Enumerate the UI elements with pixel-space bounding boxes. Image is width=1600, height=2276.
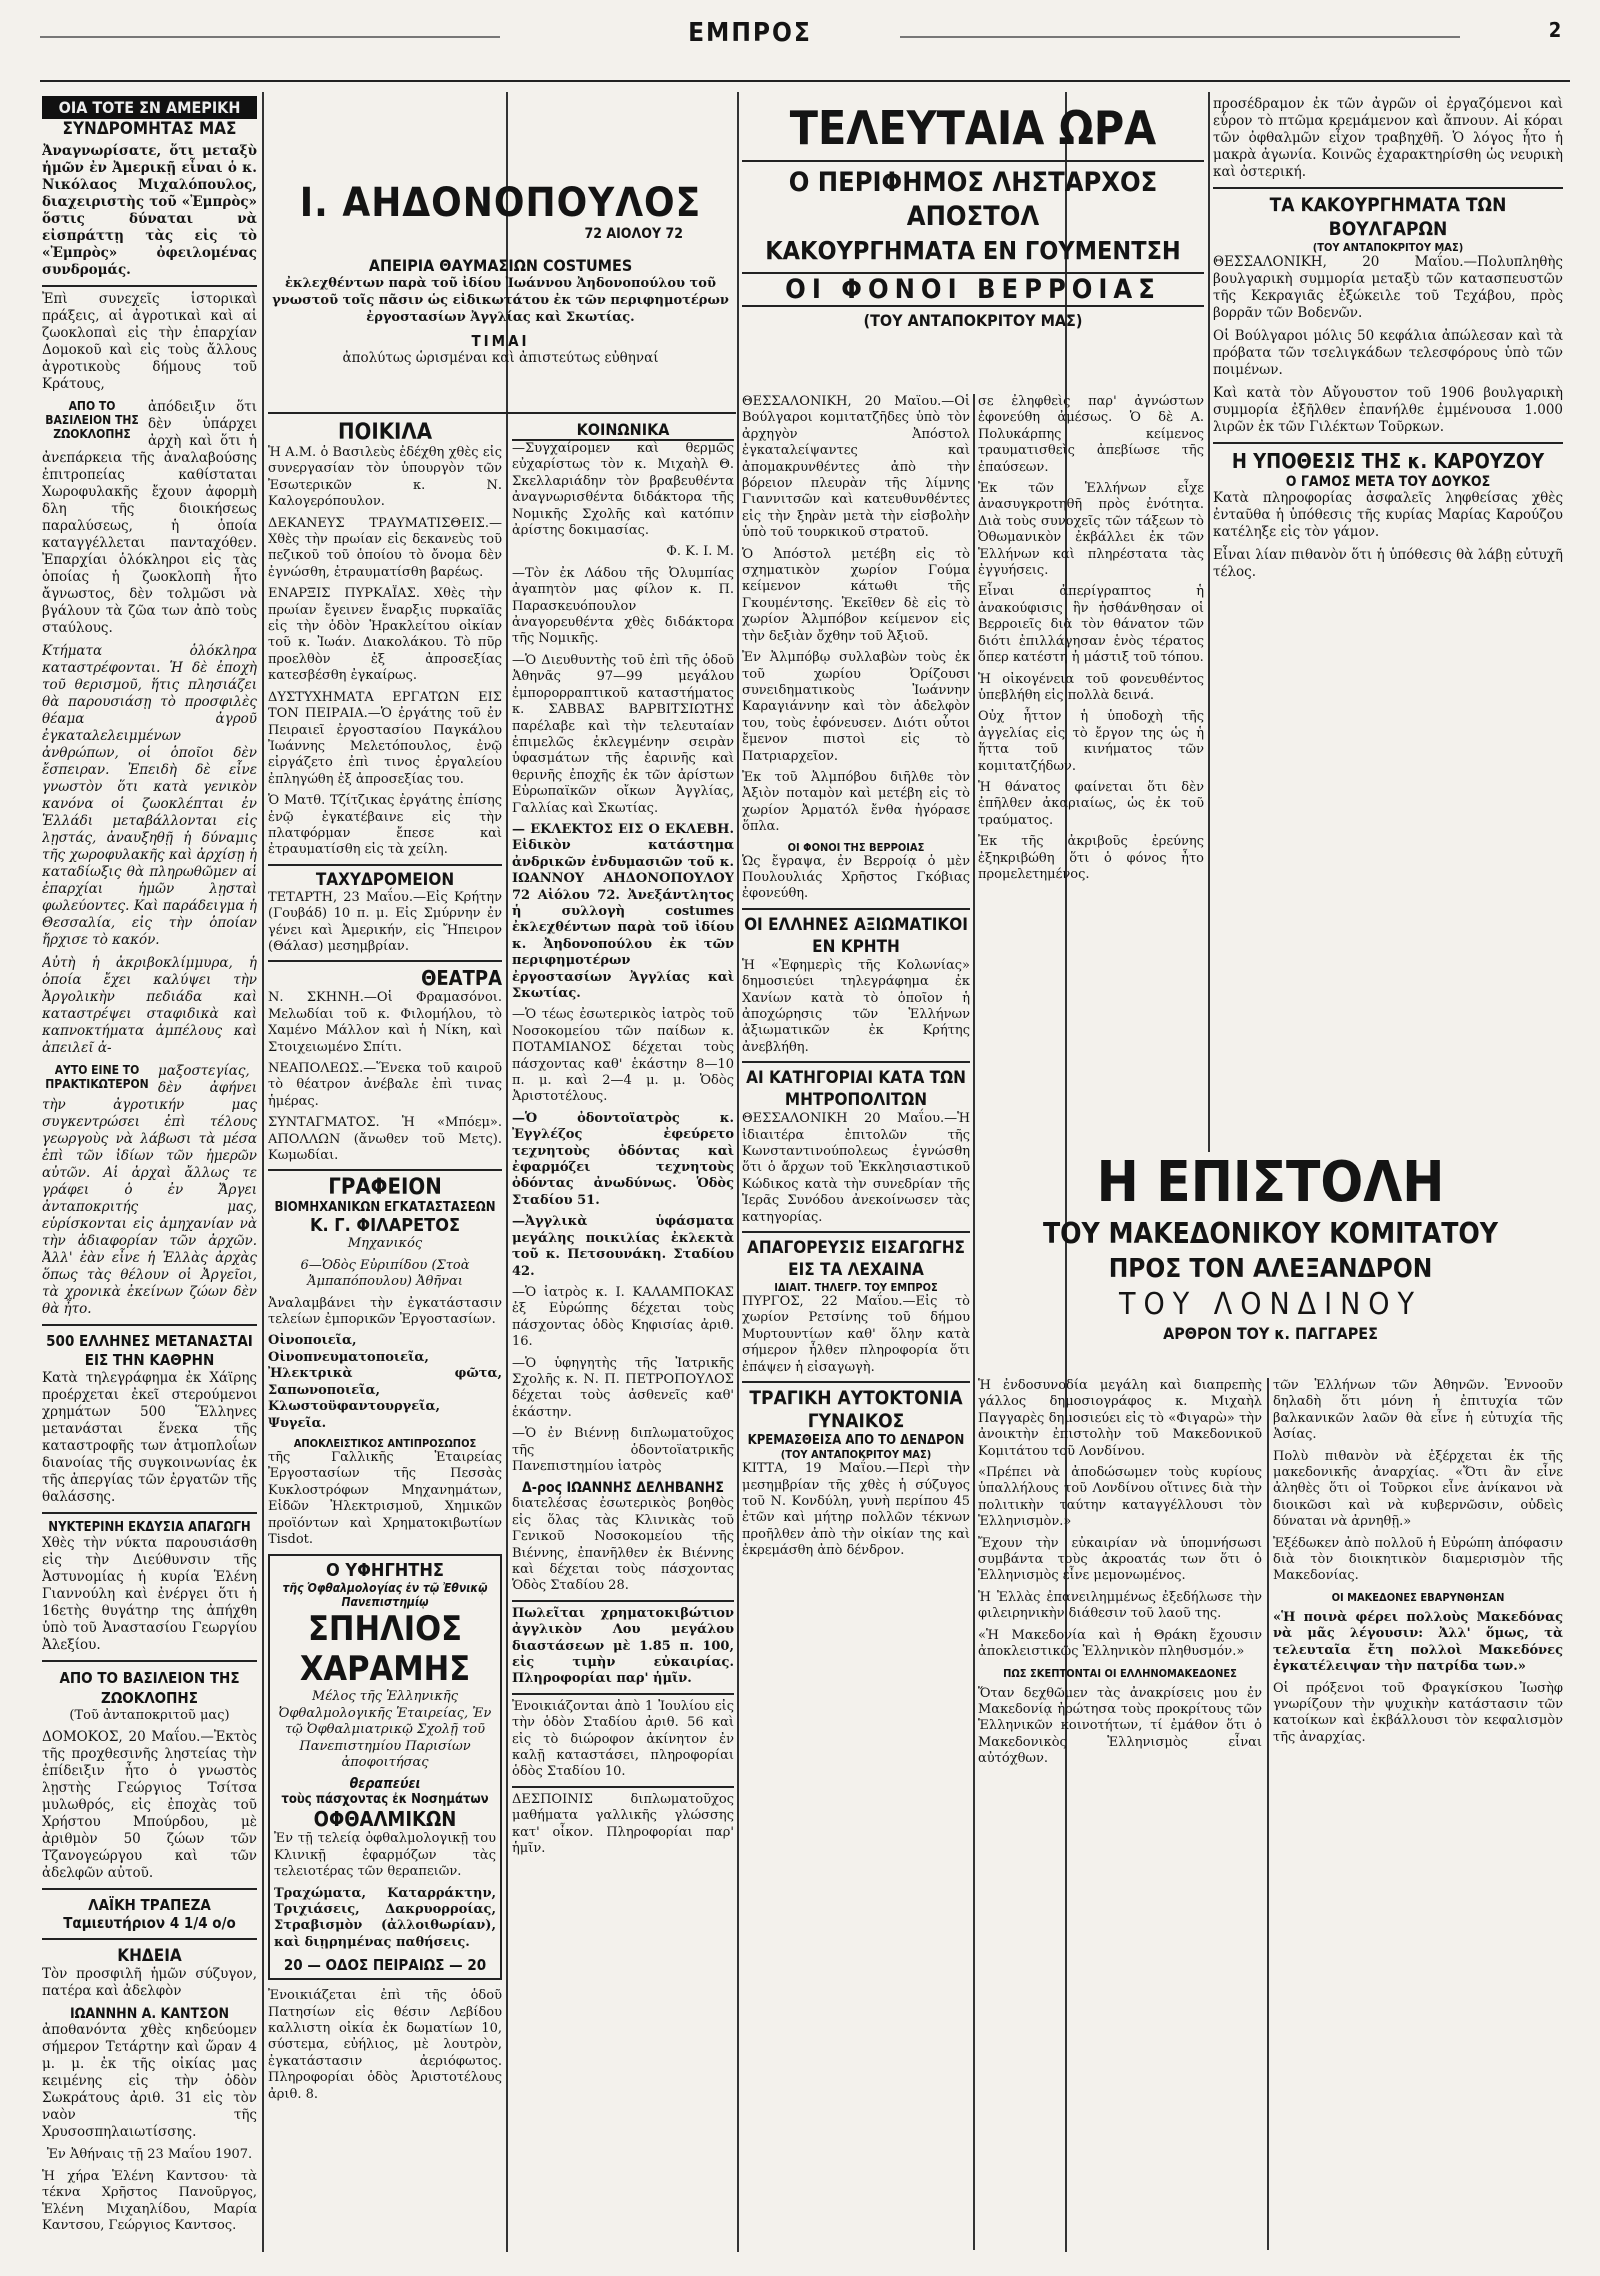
col-rule-4b [973,394,975,2250]
column-6 [1213,96,1563,1146]
article-paragraph: Οἱ πρόξενοι τοῦ Φραγκίσκου Ἰωσὴφ γνωρίζουν τὴν ψυχικὴν κατάστασιν τῶν κατοίκων καὶ ἐκβάλλουσι τὸν κεφαλισμὸν τῆς ἀναρχίας. [1273,1680,1563,1745]
article-paragraph: Οὐχ ἧττον ἡ ὑποδοχὴ τῆς ἀγγελίας εἰς τὸ ἔργον της ὡς ἡ ἥττα τοῦ κινήματος τῶν κομιτατζήδων. [978,709,1204,774]
article-paragraph: Ὁ Ἀπόστολ μετέβη εἰς τὸ σχηματικὸν χωρίον Γούμα κείμενον κάτωθι τῆς Γκουμέντσης. Ἐκεῖθεν δὲ εἰς τὸ χωρίον Ἀλμπόβον κείμενον εἰς τὴν δεξιὰν ὄχθην τοῦ Ἀξιοῦ. [742,546,970,644]
subheadline: ΟΙ ΦΟΝΟΙ ΤΗΣ ΒΕΡΡΟΙΑΣ [787,840,925,854]
main-headline: Ο ΠΕΡΙΦΗΜΟΣ ΛΗΣΤΑΡΧΟΣ ΑΠΟΣΤΟΛ [788,167,1158,232]
epistoli-header [978,1150,1563,1370]
article-paragraph: Ἀναγνωρίσατε, ὅτι μεταξὺ ἡμῶν ἐν Ἀμερικῇ εἶναι ὁ κ. Νικόλαος Μιχαλόπουλος, διαχειριστὴς τοῦ «Ἐμπρὸς» ὅστις δύναται νὰ εἰσπράττῃ τὰς εἰς τὸ «Ἐμπρὸς» ὀφειλομένας συνδρομάς. [42,143,257,278]
subheadline: (ΤΟΥ ΑΝΤΑΠΟΚΡΙΤΟΥ ΜΑΣ) [1312,241,1464,254]
section-headline: ΤΑΧΥΔΡΟΜΕΙΟΝ [315,869,455,890]
column-2-body [268,420,502,2250]
ad-text: Ταμιευτήριον 4 1/4 ο/ο [63,1914,236,1933]
subheadline: Ο ΓΑΜΟΣ ΜΕΤΑ ΤΟΥ ΔΟΥΚΟΣ [1285,474,1491,490]
subheadline: (ΤΟΥ ΑΝΤΑΠΟΚΡΙΤΟΥ ΜΑΣ) [780,1448,932,1462]
ad-text: θεραπεύει [349,1776,421,1793]
article-paragraph: προσέδραμον ἐκ τῶν ἀγρῶν οἱ ἐργαζόμενοι καὶ εὗρον τὸ πτῶμα κρεμάμενον καὶ ἄπνουν. Αἱ κόραι τῶν ὀφθαλμῶν εἶχον τραβηχθῆ. Ὁ λόγος ἦτο ἡ μακρὰ ἀγωνία. Κοινῶς ἐχαρακτηρίσθη ὡς νευρικὴ καὶ ὀστερική. [1213,96,1563,180]
section-headline: ΟΙ ΜΑΚΕΔΟΝΕΣ ΕΒΑΡΥΝΘΗΣΑΝ [1331,1590,1505,1604]
section-headline: ΑΠΑΓΟΡΕΥΣΙΣ ΕΙΣΑΓΩΓΗΣ ΕΙΣ ΤΑ ΛΕΧΑΙΝΑ [746,1238,966,1281]
section-headline: ΠΟΙΚΙΛΑ [337,420,433,445]
ad-text: ΔΕΣΠΟΙΝΙΣ διπλωματοῦχος μαθήματα γαλλικῆς γλώσσης κατ' οἶκον. Πληροφορίαι παρ' ἡμῖν. [512,1791,734,1857]
column-4 [742,394,970,2250]
ad-rule [268,412,736,414]
ad-text: τῆς Ὀφθαλμολογίας ἐν τῷ Ἐθνικῷ Πανεπιστημίῳ [282,1581,488,1610]
article-paragraph: Καὶ κατὰ τὸν Αὔγουστον τοῦ 1906 βουλγαρικὴ συμμορία ἐξῆλθεν ἐπανήλθε ἐμμένουσα 1.000 λιρῶν ἐκ τῶν Γιλέκτων Τοῦρκων. [1213,385,1563,435]
ad-text: Ἀναλαμβάνει τὴν ἐγκατάστασιν τελείων ἐμπορικῶν Ἐργοστασίων. [268,1295,502,1328]
article-paragraph: —Ὁ ὀδοντοϊατρὸς κ. Ἐγγλέζος ἐφεύρετο τεχνητοὺς ὀδόντας καὶ ἐφαρμόζει τεχνητοὺς ὀδόντας ἀνωδύνως. Ὁδὸς Σταδίου 51. [512,1110,734,1208]
article-paragraph: ΘΕΣΣΑΛΟΝΙΚΗ, 20 Μαΐου.—Πολυπληθὴς βουλγαρικὴ συμμορία μεταξὺ τῶν κατασπευστῶν τῆς Κεκραγιᾶς ἐξώκειλε τοῦ Τεχάβου, πρὸς βορρᾶν τῶν Βοδενῶν. [1213,254,1563,321]
headline: ΟΙΑ ΤΟΤΕ ΣΝ ΑΜΕΡΙΚΗ [42,96,257,119]
notice-paragraph: Τὸν προσφιλῆ ἡμῶν σύζυγον, πατέρα καὶ ἀδελφὸν [42,1966,257,2000]
article-paragraph: Ἡ θάνατος φαίνεται ὅτι δὲν ἐπῆλθεν ἀκαριαίως, ὡς ἐκ τοῦ τραύματος. [978,779,1204,828]
section-headline: ΑΙ ΚΑΤΗΓΟΡΙΑΙ ΚΑΤΑ ΤΩΝ ΜΗΤΡΟΠΟΛΙΤΩΝ [746,1068,966,1111]
column-5 [978,394,1204,1134]
ad-address: 72 ΑΙΟΛΟΥ 72 [584,226,683,242]
headline: ΝΥΚΤΕΡΙΝΗ ΕΚΔΥΣΙΑ ΑΠΑΓΩΓΗ [48,1520,251,1535]
subheadline: ΚΡΕΜΑΣΘΕΙΣΑ ΑΠΟ ΤΟ ΔΕΝΔΡΟΝ [747,1433,965,1449]
subheadline: ΙΔΙΑΙΤ. ΤΗΛΕΓΡ. ΤΟΥ ΕΜΠΡΟΣ [774,1281,938,1295]
subheadline: ΤΟΥ ΛΟΝΔΙΝΟΥ [1119,1287,1422,1322]
article-paragraph: Πολὺ πιθανὸν νὰ ἐξέρχεται ἐκ τῆς μακεδονικῆς ἀναρχίας. «Ὅτι ἂν εἶνε ἀληθὲς ὅτι οἱ Τοῦρκοι εἶνε ἀνίκανοι νὰ διοικῶσι καὶ νὰ κυβερνῶσιν, οὐδεὶς δύναται νὰ ἀρνηθῇ.» [1273,1448,1563,1530]
notice-date: Ἐν Ἀθήναις τῇ 23 Μαΐου 1907. [46,2147,253,2163]
article-paragraph: Ἐκ τῶν Ἑλλήνων εἶχε ἀνασυγκροτηθῆ πρὸς ἐνότητα. Διὰ τοὺς συνοχεῖς τῶν τάξεων τὸ Ὀθωμανικὸν ἐκβάλλει ἐκ τῶν Ἑλλήνων καὶ πληρέστατα τὰς ἐγγυήσεις. [978,481,1204,579]
article-paragraph: Ἡ ἐνδοσυνοδία μεγάλη καὶ διαπρεπὴς γάλλος δημοσιογράφος κ. Μιχαὴλ Παγγαρὲς δημοσιεύει εἰς τὸ «Φιγαρὼ» τὴν ἀνοικτὴν ἐπιστολὴν τοῦ Μακεδονικοῦ Κομιτάτου τοῦ Λονδίνου. [978,1378,1262,1459]
section-headline: Η ΥΠΟΘΕΣΙΣ ΤΗΣ κ. ΚΑΡΟΥΖΟΥ [1231,449,1545,473]
headline: ΑΠΟ ΤΟ ΒΑΣΙΛΕΙΟΝ ΤΗΣ ΖΩΟΚΛΟΠΗΣ [59,1669,240,1707]
ad-text: 6—Ὁδὸς Εὐριπίδου (Στοὰ Ἀμπαπόπουλου) Ἀθῆναι [300,1257,470,1290]
article-paragraph: Εἶναι ἀπερίγραπτος ἡ ἀνακούφισις ἣν ἠσθάνθησαν οἱ Βερροιεῖς διὰ τὸν θάνατον τῶν διότι ἐπιλλάγησαν ἑνὸς τέρατος ὅπερ κατέστη ἡ μάστιξ τοῦ τόπου. [978,584,1204,666]
main-headline: ΤΕΛΕΥΤΑΙΑ ΩΡΑ [789,101,1157,155]
masthead-ornament-right [900,36,1460,38]
signature: Φ. Κ. Ι. Μ. [666,544,734,560]
article-paragraph: ΔΕΚΑΝΕΥΣ ΤΡΑΥΜΑΤΙΣΘΕΙΣ.—Χθὲς τὴν πρωίαν εἰς δεκανεὺς τοῦ πεζικοῦ τοῦ ὁποίου τὸ ὄνομα δὲν ἐγνώσθη, ἐτραυματίσθη βαρέως. [268,515,502,580]
col-rule-1 [262,92,264,2252]
ad-name: Ι. ΑΗΔΟΝΟΠΟΥΛΟΣ [299,180,702,226]
page-number: 2 [1548,18,1562,42]
ad-headline: ΧΑΡΑΜΗΣ [299,1649,471,1690]
column-5b [978,1378,1262,2250]
article-paragraph: σε ἐληφθεὶς παρ' ἀγνώστων ἐφονεύθη ἀμέσως. Ὁ δὲ Α. Πολυκάρπης κείμενος τραυματισθεὶς ἀπεβίωσε τῆς ἐπαύσεων. [978,394,1204,475]
col-rule-2 [506,92,508,2252]
masthead-ornament-left [40,36,500,38]
headline: ΑΥΤΟ ΕΙΝΕ ΤΟ ΠΡΑΚΤΙΚΩΤΕΡΟΝ [45,1063,149,1091]
notice-paragraph: Ἡ χήρα Ἑλένη Καντσου· τὰ τέκνα Χρῆστος Πανοῦργος, Ἑλένη Μιχαηλίδου, Μαρία Καντσου, Γεώργιος Καντσος. [42,2168,257,2234]
col-rule-6 [1267,1378,1269,2250]
ad-headline: ΓΡΑΦΕΙΟΝ [328,1175,442,1201]
article-paragraph: Κατὰ πληροφορίας ἀσφαλεῖς ληφθείσας χθὲς ἐνταῦθα ἡ ὑπόθεσις τῆς κυρίας Μαρίας Καρούζου κατέληξε εἰς τὸν γάμον. [1213,490,1563,540]
article-paragraph: μαξοστεγίας, δὲν ἀφήνει τὴν ἀγροτικήν μας συγκεντρώσει ἐπὶ τέλους γεωργοὺς νὰ λάβωσι τὰ μέσα ἐπὶ τῶν ἰδίων τῶν ἡμερῶν αὐτῶν. Αἱ ἀρχαὶ ἄλλως τε γράφει ὁ ἐν Ἄργει ἀνταποκριτής μας, εὑρίσκονται εἰς ἀμηχανίαν νὰ τὴν ἀδιαφορίαν τῶν ἀρχῶν. Ἀλλ' ἐὰν εἶνε ἡ Ἑλλὰς ἀρχὰς ὅπως τὰς θέλουν οἱ Ἀργεῖοι, τὰ χρονικὰ ἐκείνων ζώων δὲν θὰ ἦτο. [42,1063,257,1317]
ad-text: ἐκλεχθέντων παρὰ τοῦ ἰδίου Ἰωάννου Ἀηδονοπούλου τοῦ γνωστοῦ τοῖς πᾶσιν ὡς εἰδικωτάτου ἐκ τῶν περιφημοτέρων ἐργοστασίων Ἀγγλίας καὶ Σκωτίας. [272,276,729,325]
headline: 500 ΕΛΛΗΝΕΣ ΜΕΤΑΝΑΣΤΑΙ ΕΙΣ ΤΗΝ ΚΑΘΡΗΝ [46,1332,253,1369]
article-paragraph: Οἱ Βούλγαροι μόλις 50 κεφάλια ἀπώλεσαν καὶ τὰ πρόβατα τῶν τσελιγκάδων τελεσφόρους ὑπὸ τῶν ποιμένων. [1213,328,1563,378]
article-paragraph: ΘΕΣΣΑΛΟΝΙΚΗ 20 Μαΐου.—Ἡ ἰδιαιτέρα ἐπιτολῶν τῆς Κωνσταντινούπολεως ἐγνώσθη ὅτι ὁ ἄρχων τοῦ Ἐκκλησιαστικοῦ Κώδικος κατὰ τὴν συνεδρίαν τῆς Ἱερᾶς Συνόδου ἀνεκοίνωσεν τὰς κατηγορίας. [742,1111,970,1225]
subheadline: ΑΡΘΡΟΝ ΤΟΥ κ. ΠΑΓΓΑΡΕΣ [1163,1324,1378,1343]
advertisement-aidonopoulos [268,180,733,410]
article-paragraph: Ἡ Ἑλλὰς ἐπανειλημμένως ἐξεδήλωσε τὴν φιλειρηνικὴν διάθεσιν τοῦ λαοῦ της. [978,1589,1262,1622]
ad-text: Πωλεῖται χρηματοκιβώτιον ἀγγλικὸν Λου μεγάλου διαστάσεων μὲ 1.85 π. 100, εἰς τιμὴν εὐκαιρίας. Πληροφορίαι παρ' ἡμῖν. [512,1605,734,1687]
article-paragraph: ΘΕΣΣΑΛΟΝΙΚΗ, 20 Μαΐου.—Οἱ Βούλγαροι κομιτατζῆδες ὑπὸ τὸν ἀρχηγὸν Ἀπόστολ ἐγκαταλείψαντες καὶ ἀπομακρυνθέντες ἀπὸ τὴν βόρειον πλευρὰν τῆς λίμνης Γιαννιτσῶν καὶ κατευθυνθέντες εἰς τὴν ξηρὰν μετὰ τὴν εἰσβολὴν ὑπὸ τοῦ τουρκικοῦ στρατοῦ. [742,394,970,541]
headline-block [742,100,1204,390]
article-paragraph: Ν. ΣΚΗΝΗ.—Οἱ Φραμασόνοι. Μελωδίαι τοῦ κ. Φιλομήλου, τὸ Χαμένο Μάλλον καὶ ἡ Νίκη, καὶ Στοιχειωμένο Σπίτι. [268,990,502,1055]
ad-headline: ΣΠΗΛΙΟΣ [307,1609,463,1650]
article-paragraph: ΚΙΤΤΑ, 19 Μαΐου.—Περὶ τὴν μεσημβρίαν τῆς χθὲς ἡ σύζυγος τοῦ Ν. Κονδύλη, γυνὴ περίπου 45 ἐτῶν καὶ μήτηρ πολλῶν τέκνων προῆλθεν ἀπὸ τὴν οἰκίαν της καὶ ἐκρεμάσθη ἀπὸ δένδρον. [742,1461,970,1559]
subheadline: ΚΑΚΟΥΡΓΗΜΑΤΑ ΕΝ ΓΟΥΜΕΝΤΣΗ [765,236,1181,265]
article-paragraph: Κτήματα ὁλόκληρα καταστρέφονται. Ἡ δὲ ἐποχὴ τοῦ θερισμοῦ, ἥτις πλησιάζει θὰ παρουσιάσῃ τὸ προσφιλὲς θέαμα ἀγροῦ ἐγκαταλελειμμένων ἀνθρώπων, οἱ ὁποῖοι δὲν ἔσπειραν. Ἐπειδὴ δὲ εἶνε γνωστὸν ὅτι κατὰ γενικὸν κανόνα οἱ ζωοκλέπται ἐν Ἑλλάδι μεταβάλλονται εἰς λῃστάς, ἀναυξηθῇ ἡ δύναμις τῆς χωροφυλακῆς καὶ ἀρχίσῃ ἡ καταδίωξις θὰ πληρωθῶμεν αἱ ἐπαρχίαι ἡμῶν λῃσταὶ φωλεύοντες. Καὶ παράδειγμα ἡ Θεσσαλία, εἰς τὴν ὁποίαν ἤρχισε τὸ κακόν. [42,643,257,948]
ad-text: Ἐνοικιάζεται ἐπὶ τῆς ὁδοῦ Πατησίων εἰς θέσιν Λεβίδου καλλιστη οἰκία ἐκ δωματίων 10, σύστεμα, εὐήλιος, μὲ λουτρὸν, ἐγκατάστασιν ἀεριόφωτος. Πληροφορίαι ὁδὸς Ἀριστοτέλους ἀριθ. 8. [268,1988,502,2102]
article-paragraph: Ἔχουν τὴν εὐκαιρίαν νὰ ὑπομνήσωσι συμβάντα τοὺς ἀκροατάς των ὅτι ὁ Ἑλληνισμὸς εἶνε μεμονωμένος. [978,1535,1262,1584]
ad-text: τοὺς πάσχοντας ἐκ Νοσημάτων [281,1792,489,1808]
article-paragraph: διατελέσας ἐσωτερικὸς βοηθὸς εἰς ὅλας τὰς Κλινικὰς τοῦ Γενικοῦ Νοσοκομείου τῆς Βιέννης, ἐπανῆλθεν ἐκ Βιέννης καὶ δέχεται τοὺς πάσχοντας Ὁδὸς Σταδίου 28. [512,1496,734,1594]
article-paragraph: Ἡ «Ἐφημερὶς τῆς Κολωνίας» δημοσιεύει τηλεγράφημα ἐκ Χανίων κατὰ τὸ ὁποῖον ἡ ἀποχώρησις τῶν Ἑλλήνων ἀξιωματικῶν ἐκ Κρήτης ἀνεβλήθη. [742,957,970,1055]
col-rule-3 [737,92,739,2252]
section-headline: ΟΙ ΕΛΛΗΝΕΣ ΑΞΙΩΜΑΤΙΚΟΙ ΕΝ ΚΡΗΤΗ [744,914,968,957]
ad-headline: Ο ΥΦΗΓΗΤΗΣ [326,1560,444,1582]
article-paragraph: Ἐν Ἀλμπόβῳ συλλαβὼν τοὺς ἐκ τοῦ χωρίου Ὀρίζουσι συνειδηματικοὺς Ἰωάννην Καραγιάννην καὶ τὸν ἀδελφὸν του, τοὺς ἐφόνευσεν. Διότι οὗτοι ἔμενον πιστοὶ εἰς τὸ Πατριαρχεῖον. [742,650,970,764]
ad-text: Μηχανικός [347,1236,423,1252]
masthead-rule [40,80,1570,82]
article-paragraph: —Τὸν ἐκ Λάδου τῆς Ὀλυμπίας ἀγαπητὸν μας φίλον κ. Π. Παρασκευόπουλον ἀναγορευθέντα χθὲς διδάκτορα τῆς Νομικῆς. [512,565,734,647]
masthead [40,8,1570,84]
ad-text: τῆς Γαλλικῆς Ἑταιρείας Ἐργοστασίων τῆς Πεσσὰς Κυκλοστρόφων Μηχανημάτων, Εἰδῶν Ἠλεκτρισμοῦ, Χημικῶν προϊόντων καὶ Χρηματοκιβωτίων Tisdot. [268,1449,502,1547]
article-paragraph: ΝΕΑΠΟΛΕΩΣ.—Ἕνεκα τοῦ καιροῦ τὸ θέατρον ἀνέβαλε ἐπὶ τινας ἡμέρας. [268,1061,502,1109]
section-headline: ΤΡΑΓΙΚΗ ΑΥΤΟΚΤΟΝΙΑ ΓΥΝΑΙΚΟΣ [749,1387,963,1433]
ad-text: Οἰνοποιεῖα, Οἰνοπνευματοποιεῖα, Ἠλεκτρικὰ φῶτα, Σαπωνοποιεῖα, Κλωστοϋφαντουργεῖα, Ψυγεῖα. [268,1333,502,1431]
article-paragraph: Χθὲς τὴν νύκτα παρουσιάσθη εἰς τὴν Διεύθυνσιν τῆς Ἀστυνομίας ἡ κυρία Ἑλένη Γιαννούλη καὶ ἐνέργει ὅτι ἡ 16ετὴς θυγάτηρ της ἀπήχθη ὑπὸ τοῦ Ἀναστασίου Γεωργίου Ἀλεξίου. [42,1535,257,1653]
subheadline: (ΤΟΥ ΑΝΤΑΠΟΚΡΙΤΟΥ ΜΑΣ) [863,311,1083,330]
ad-subtitle: ΑΠΕΙΡΙΑ ΘΑΥΜΑΣΙΩΝ COSTUMES [368,256,633,275]
notice-name: ΙΩΑΝΝΗΝ Α. ΚΑΝΤΣΟΝ [69,2006,230,2023]
ad-text: ἀπολύτως ὡρισμέναι καὶ ἀπιστεύτως εὐθηναί [342,350,659,366]
article-paragraph: —Συγχαίρομεν καὶ θερμῶς εὐχαρίστως τὸν κ. Μιχαὴλ Θ. Σκελλαριάδην τὸν βραβευθέντα ἀναγνωρισθέντα διδάκτορα τῆς Νομικῆς Σχολῆς καὶ κατόπιν ἀρίστης δοκιμασίας. [512,441,734,539]
col-rule-5 [1208,92,1210,1152]
article-paragraph: —Ὁ ὑφηγητὴς τῆς Ἰατρικῆς Σχολῆς κ. Ν. Π. ΠΕΤΡΟΠΟΥΛΟΣ δέχεται τοὺς ἀσθενεῖς καθ' ἑκάστην. [512,1355,734,1420]
article-paragraph: «Ἡ ποινὰ φέρει πολλοὺς Μακεδόνας νὰ μᾶς λέγουσιν: Ἀλλ' ὅμως, τὰ τελευταῖα ἔτη πολλοὶ Μακεδόνες ἐγκατέλειψαν τὴν πατρίδα των.» [1273,1609,1563,1675]
article-paragraph: —Ὁ ἐν Βιέννῃ διπλωματοῦχος τῆς ὁδοντοϊατρικῆς Πανεπιστημίου ἰατρὸς [512,1426,734,1474]
article-paragraph: Εἶναι λίαν πιθανὸν ὅτι ἡ ὑπόθεσις θὰ λάβῃ εὐτυχῆ τέλος. [1213,547,1563,580]
notice-headline: ΚΗΔΕΙΑ [117,1946,182,1967]
masthead-title: ΕΜΠΡΟΣ [688,18,812,48]
article-paragraph: ΣΥΝΤΑΓΜΑΤΟΣ. Ἡ «Μπόεμ». ΑΠΟΛΛΩΝ (ἄνωθεν τοῦ Μετς). Κωμωδίαι. [268,1115,502,1164]
article-paragraph: ἀπόδειξιν ὅτι δὲν ὑπάρχει ἀρχὴ καὶ ὅτι ἡ ἀνεπάρκεια τῆς ἀναλαβούσης ἐπιτροπείας καθίσταται Χωροφυλακῆς ἔχουν ἀφορμὴ δλη τῆς διοικήσεως παραλύσεως, ἡ ὁποία καταγγέλλεται πανταχόθεν. Ἐπαρχίαι ὁλόκληροι εἰς τὰς ὁποίας ἡ ζωοκλοπὴ ἦτο ἄγνωστος, δὲν τολμῶσι νὰ βγάλουν τὰ ζῶα των ἀπὸ τοὺς σταύλους. [42,399,257,636]
section-headline: ΤΑ ΚΑΚΟΥΡΓΗΜΑΤΑ ΤΩΝ ΒΟΥΛΓΑΡΩΝ [1269,194,1507,240]
ad-headline: ΑΠΟΚΛΕΙΣΤΙΚΟΣ ΑΝΤΙΠΡΟΣΩΠΟΣ [293,1436,477,1450]
section-headline: ΘΕΑΤΡΑ [421,966,502,991]
column-3 [512,420,734,2250]
section-headline: ΠΩΣ ΣΚΕΠΤΟΝΤΑΙ ΟΙ ΕΛΛΗΝΟΜΑΚΕΔΟΝΕΣ [1003,1666,1237,1680]
headline: ΣΥΝΔΡΟΜΗΤΑΣ ΜΑΣ [62,119,237,139]
subheadline: (Τοῦ ἀνταποκριτοῦ μας) [69,1708,230,1723]
article-paragraph: Ἐκ τοῦ Ἀλμπόβου διῆλθε τὸν Ἀξιὸν ποταμὸν καὶ μετέβη εἰς τὸ χωρίον Ἀρματόλ ἔνθα ἠγόρασε ὅπλα. [742,769,970,835]
article-paragraph: —Ἀγγλικὰ ὑφάσματα μεγάλης ποικιλίας ἐκλεκτὰ τοῦ κ. Πετσουνάκη. Σταδίου 42. [512,1214,734,1279]
ad-headline: ΛΑΪΚΗ ΤΡΑΠΕΖΑ [88,1896,211,1915]
article-paragraph: Ἡ οἰκογένεια τοῦ φονευθέντος ὑπεβλήθη εἰς πολλὰ δεινά. [978,671,1204,703]
ad-subtitle: ΤΙΜΑΙ [471,332,530,350]
ad-headline: Δ-ρος ΙΩΑΝΝΗΣ ΔΕΛΗΒΑΝΗΣ [522,1480,724,1497]
ad-headline: ΟΦΘΑΛΜΙΚΩΝ [313,1807,457,1832]
ad-headline: ΒΙΟΜΗΧΑΝΙΚΩΝ ΕΓΚΑΤΑΣΤΑΣΕΩΝ [274,1200,496,1216]
subheadline: ΤΟΥ ΜΑΚΕΔΟΝΙΚΟΥ ΚΟΜΙΤΑΤΟΥ [1042,1217,1499,1250]
article-paragraph: Αὐτὴ ἡ ἀκριβοκλίμμυρα, ἡ ὁποία ἔχει καλύψει τὴν Ἀργολικὴν πεδιάδα καὶ καταστρέψει σταφιδικὰ καὶ καπνοκτήματα ἀμπέλους καὶ ἀπειλεῖ ἀ- [42,955,257,1056]
section-headline: ΚΟΙΝΩΝΙΚΑ [512,420,734,441]
article-paragraph: Ὁ Ματθ. Τζίτζικας ἐργάτης ἐπίσης ἐνῷ ἐγκατέβαινε εἰς τὴν πλατφόρμαν ἔπεσε καὶ ἐτραυματίσθη εἰς τὰ χείλη. [268,793,502,858]
article-paragraph: Ὅταν δεχθῶμεν τὰς ἀνακρίσεις μου ἐν Μακεδονίᾳ ἠρώτησα τοὺς προκρίτους τῶν Ἑλληνικῶν κοινοτήτων, τί ἐμάθον ὅτι ὁ Μακεδονικὸς Ἑλληνισμὸς εἶναι αὐτόχθων. [978,1685,1262,1767]
article-paragraph: Κατὰ τηλεγράφημα ἐκ Χάϊρης προέρχεται ἐκεῖ στερούμενοι χρημάτων 500 Ἕλληνες μετανάσται ἕνεκα τῆς καταστροφῆς των ἀτμοπλοΐων διανοίας τῆς συγκοινωνίας ἐκ τῆς ἀπεργίας τῶν ἐργατῶν τῆς θαλάσσης. [42,1370,257,1505]
headline: ΑΠΟ ΤΟ ΒΑΣΙΛΕΙΟΝ ΤΗΣ ΖΩΟΚΛΟΠΗΣ [45,399,139,441]
subheadline: ΟΙ ΦΟΝΟΙ ΒΕΡΡΟΙΑΣ [742,272,1204,307]
article-paragraph: ΔΥΣΤΥΧΗΜΑΤΑ ΕΡΓΑΤΩΝ ΕΙΣ ΤΟΝ ΠΕΙΡΑΙΑ.—Ὁ ἐργάτης τοῦ ἐν Πειραιεῖ ἐργοστασίου Παγκάλου Ἰωάννης Μελετόπουλος, ἐνῷ εἰργάζετο ἐπὶ τινος ἐργαλείου ἐπληγώθη ἐξ ἀπροσεξίας του. [268,689,502,787]
column-1 [42,96,257,2246]
article-paragraph: ΤΕΤΑΡΤΗ, 23 Μαΐου.—Εἰς Κρήτην (Γουβάδ) 10 π. μ. Εἰς Σμύρνην ἐν γένει καὶ Ἀμερικήν, εἰς Ἤπειρον (Θάλασ) μεσημβρίαν. [268,889,502,954]
article-paragraph: ΕΝΑΡΞΙΣ ΠΥΡΚΑΪΑΣ. Χθὲς τὴν πρωίαν ἔγεινεν ἔναρξις πυρκαϊᾶς εἰς τὴν ὁδὸν Ἡρακλείτου οἰκίαν τοῦ κ. Ἰωάν. Διακολάκου. Τὸ πῦρ προελθὸν ἐξ ἀπροσεξίας κατεσβέσθη ἐγκαίρως. [268,586,502,684]
ad-text: Ἐν τῇ τελείᾳ ὀφθαλμολογικῇ του Κλινικῇ ἐφαρμόζων τὰς τελειοτέρας τῶν θεραπειῶν. [274,1831,496,1880]
ad-headline: 20 — ΟΔΟΣ ΠΕΙΡΑΙΩΣ — 20 [283,1956,487,1975]
article-paragraph: ΔΟΜΟΚΟΣ, 20 Μαΐου.—Ἐκτὸς τῆς προχθεσινῆς ληστείας τὴν ἐπίδειξιν ἦτο ὁ γνωστὸς λῃστὴς Γεώργιος Τσίτσα μυλωθρός, εἰς ἐποχὰς τοῦ Χρήστου Μπούρδου, μὲ ἀριθμὸν 50 ζώων τῶν Τζανογεώργου καὶ τῶν ἀδελφῶν αὐτοῦ. [42,1729,257,1882]
article-paragraph: —Ὁ τέως ἐσωτερικὸς ἰατρὸς τοῦ Νοσοκομείου τῶν παίδων κ. ΠΟΤΑΜΙΑΝΟΣ δέχεται τοὺς πάσχοντας καθ' ἑκάστην 8—10 π. μ. καὶ 2—4 μ. μ. Ὁδὸς Ἀριστοτέλους. [512,1007,734,1105]
ad-text: Ἐνοικιάζονται ἀπὸ 1 Ἰουλίου εἰς τὴν ὁδὸν Σταδίου ἀριθ. 56 καὶ εἰς τὸ διώροφον ἀκίνητον ἐν καλῇ καταστάσει, πληροφορίαι ὁδὸς Σταδίου 10. [512,1698,734,1780]
ad-text: Μέλος τῆς Ἑλληνικῆς Ὀφθαλμολογικῆς Ἑταιρείας, Ἐν τῷ Ὀφθαλμιατρικῷ Σχολῇ τοῦ Πανεπιστημίου Παρισίων ἀποφοιτήσας [278,1689,492,1770]
ad-headline: Κ. Γ. ΦΙΛΑΡΕΤΟΣ [309,1215,461,1237]
article-paragraph: Ἐκ τῆς ἀκριβοῦς ἐρεύνης ἐξηκριβώθη ὅτι ὁ φόνος ἦτο προμελετημένος. [978,834,1204,882]
column-6b [1273,1378,1563,2250]
article-paragraph: —Ὁ Διευθυντὴς τοῦ ἐπὶ τῆς ὁδοῦ Ἀθηνᾶς 97—99 μεγάλου ἐμπορορραπτικοῦ καταστήματος κ. ΣΑΒΒΑΣ ΒΑΡΒΙΤΣΙΩΤΗΣ παρέλαβε καὶ τὴν τελευταίαν ἐπιμελῶς ἐκλεγμένην σειρὰν ὑφασμάτων τῆς ἐαρινῆς καὶ θερινῆς ἐποχῆς ἐκ τῶν ἀρίστων Εὐρωπαϊκῶν οἴκων Ἀγγλίας, Γαλλίας καὶ Σκωτίας. [512,652,734,816]
subheadline: ΠΡΟΣ ΤΟΝ ΑΛΕΞΑΝΔΡΟΝ [1108,1254,1433,1284]
article-paragraph: Ἐπὶ συνεχεῖς ἱστορικαὶ πράξεις, αἱ ἀγροτικαὶ καὶ αἱ ζωοκλοπαὶ εἰς τὴν ἐπαρχίαν Δομοκοῦ καὶ εἰς τοὺς ἄλλους ἀγροτικοὺς δήμους τοῦ Κράτους, [42,291,257,392]
article-paragraph: Ὡς ἔγραψα, ἐν Βερροίᾳ ὁ μὲν Πουλουλιάς Χρῆστος Γκόβιας ἐφονεύθη. [742,853,970,902]
article-paragraph: τῶν Ἑλλήνων τῶν Ἀθηνῶν. Ἐννοοῦν δηλαδὴ ὅτι μόνη ἡ ἐπιτυχία τῶν βαλκανικῶν λαῶν θὰ εἶνε ἡ εὐτυχία τῆς Ἀσίας. [1273,1378,1563,1443]
article-paragraph: Ἐξέδωκεν ἀπὸ πολλοῦ ἡ Εὐρώπη ἀπόφασιν διὰ τὸν διοικητικὸν διαμερισμὸν τῆς Μακεδονίας. [1273,1535,1563,1584]
article-paragraph: «Πρέπει νὰ ἀποδώσωμεν τοὺς κυρίους ὑπαλλήλους τοῦ Λονδίνου οἵτινες διὰ τὴν πολιτικὴν ταύτην καταγγέλλουσι τὸν Ἑλληνισμὸν.» [978,1465,1262,1530]
article-paragraph: —Ὁ ἰατρὸς κ. Ι. ΚΑΛΑΜΠΟΚΑΣ ἐξ Εὐρώπης δέχεται τοὺς πάσχοντας ὁδὸς Κηφισίας ἀριθ. 16. [512,1284,734,1350]
ad-text: Τραχώματα, Καταρράκτην, Τριχιάσεις, Δακρυορροίας, Στραβισμὸν (ἀλλοιθωρίαν), καὶ διῃρημένας παθήσεις. [274,1885,496,1950]
notice-paragraph: ἀποθανόντα χθὲς κηδεύομεν σήμερον Τετάρτην καὶ ὥραν 4 μ. μ. ἐκ τῆς οἰκίας μας κειμένης εἰς τὴν ὁδὸν Σωκράτους ἀριθ. 31 εἰς τὸν ναὸν τῆς Χρυσοσπηλαιωτίσσης. [42,2022,257,2141]
article-paragraph: — ΕΚΛΕΚΤΟΣ ΕΙΣ Ο ΕΚΛΕΒΗ. Εἰδικὸν κατάστημα ἀνδρικῶν ἐνδυμασιῶν τοῦ κ. ΙΩΑΝΝΟΥ ΑΗΔΟΝΟΠΟΥΛΟΥ 72 Αἰόλου 72. Ἀνεξάντλητος ἡ συλλογὴ costumes ἐκλεχθέντων παρὰ τοῦ ἰδίου κ. Ἀηδονοπούλου ἐκ τῶν περιφημοτέρων ἐργοστασίων Ἀγγλίας καὶ Σκωτίας. [512,821,734,1001]
article-paragraph: Ἡ Α.Μ. ὁ Βασιλεὺς ἐδέχθη χθὲς εἰς συνεργασίαν τὸν ὑπουργὸν τῶν Ἐσωτερικῶν κ. Ν. Καλογερόπουλον. [268,445,502,510]
article-paragraph: ΠΥΡΓΟΣ, 22 Μαΐου.—Εἰς τὸ χωρίον Ρετσίνης τοῦ δήμου Μυρτουντίων καθ' ὅλην κατὰ σήμερον ἦλθεν πληροφορία ὅτι ἐπάψεν ἡ εἰσαγωγὴ. [742,1294,970,1375]
article-paragraph: «Ἡ Μακεδονία καὶ ἡ Θράκη ἔχουσιν ἀποκλειστικῶς Ἑλληνικὸν πληθυσμόν.» [978,1627,1262,1660]
main-headline: Η ΕΠΙΣΤΟΛΗ [1096,1150,1445,1215]
